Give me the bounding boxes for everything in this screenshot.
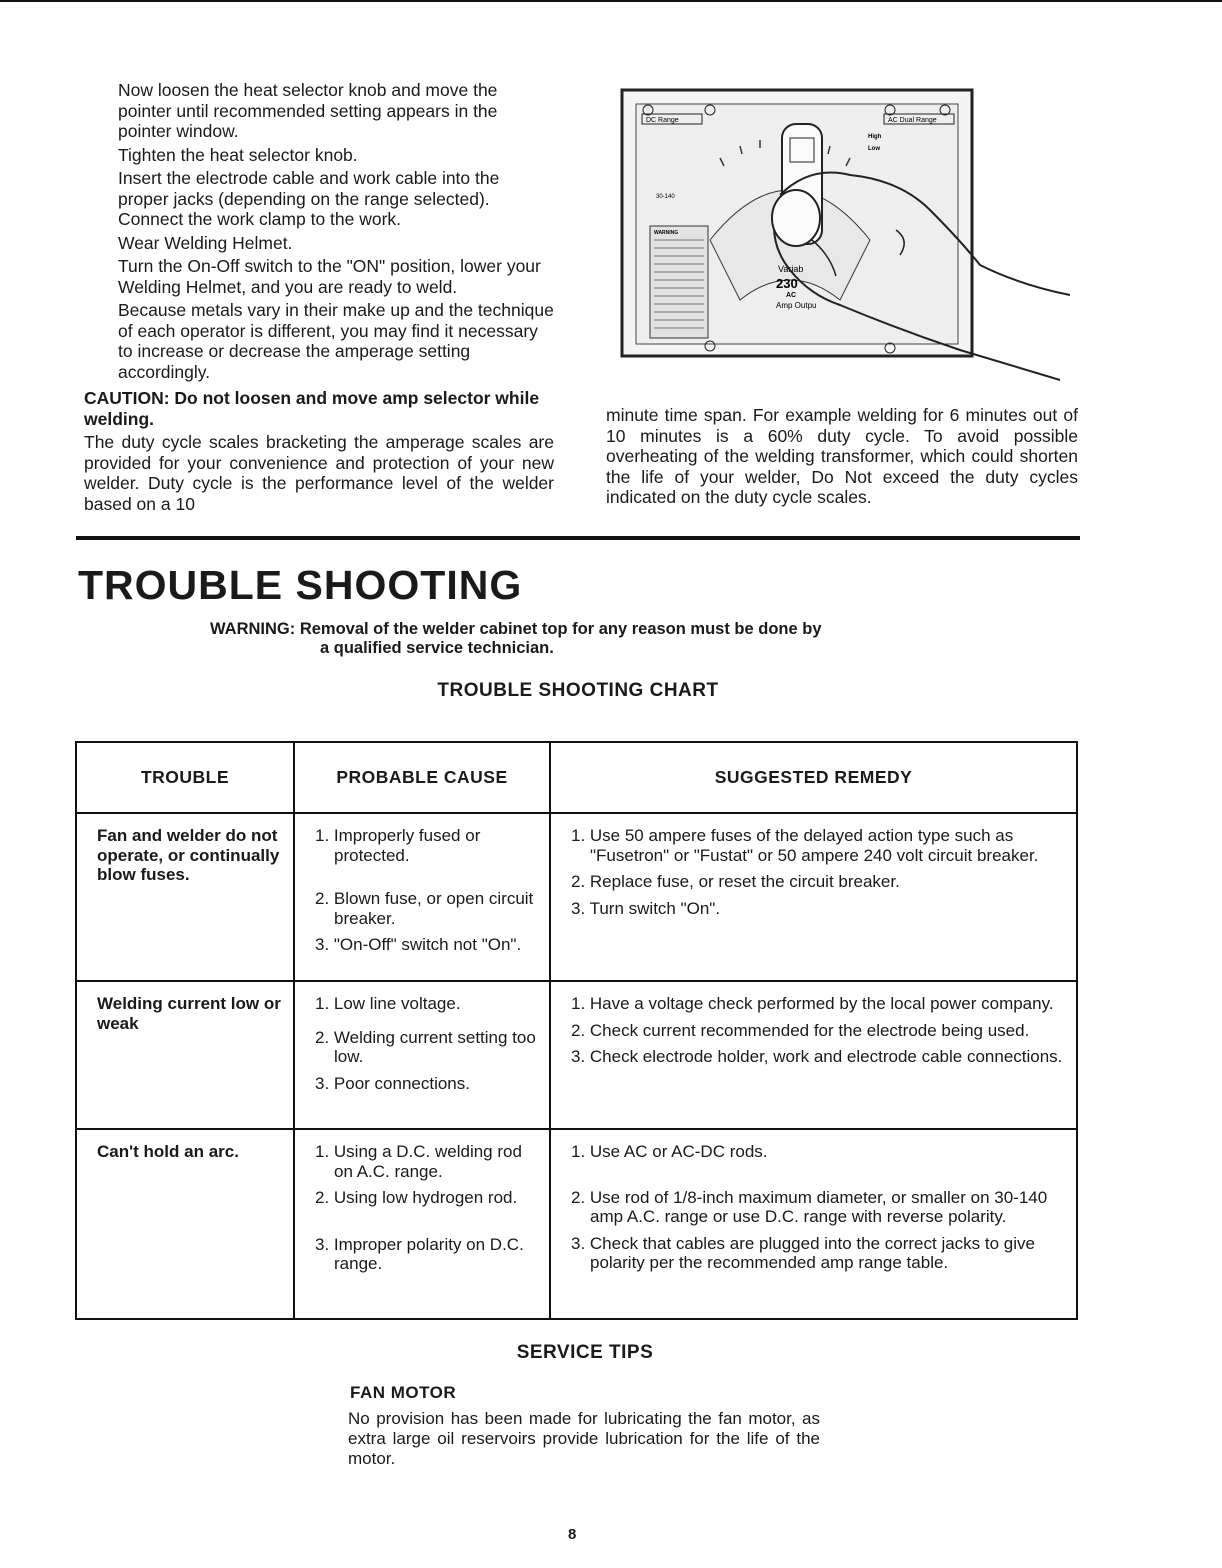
remedy-item: 1. Use AC or AC-DC rods. <box>571 1142 768 1161</box>
caution-note: CAUTION: Do not loosen and move amp selector while welding. <box>84 388 540 429</box>
cause-item: 3. "On-Off" switch not "On". <box>315 935 522 954</box>
remedy-item: 3. Check that cables are plugged into the correct jacks to give polarity per the recommended amp range table. <box>571 1233 1035 1272</box>
header-probable-cause: PROBABLE CAUSE <box>294 742 550 813</box>
trouble-text: Welding current low or weak <box>97 994 281 1033</box>
step-loosen-knob: Now loosen the heat selector knob and move the pointer until recommended setting appears in the pointer window. <box>118 80 498 141</box>
cause-item: 2. Using low hydrogen rod. <box>315 1188 518 1207</box>
chart-title: TROUBLE SHOOTING CHART <box>437 680 719 701</box>
trouble-cell <box>76 1129 294 1319</box>
remedy-cell <box>550 981 1077 1129</box>
volts-label: 230 <box>776 276 798 291</box>
cause-item: 2. Blown fuse, or open circuit breaker. <box>315 889 534 928</box>
remedy-item: 2. Use rod of 1/8-inch maximum diameter, or smaller on 30-140 amp A.C. range or use D.C. range with reverse polarity. <box>571 1187 1048 1226</box>
remedy-item: 2. Check current recommended for the electrode being used. <box>571 1020 1030 1040</box>
trouble-cell <box>76 981 294 1129</box>
remedy-item: 1. Use 50 ampere fuses of the delayed action type such as "Fusetron" or "Fustat" or 50 ampere 240 volt circuit breaker. <box>571 826 1039 865</box>
panel-warning-label: WARNING <box>654 230 679 236</box>
amp-output-label: Amp Outpu <box>776 301 817 310</box>
cause-item: 1. Using a D.C. welding rod on A.C. range. <box>315 1142 522 1181</box>
step-adjust-amperage: Because metals vary in their make up and the technique of each operator is different, you may find it necessary to increase or decrease the amperage setting accordingly. <box>118 300 554 382</box>
table-header-row <box>76 742 1077 813</box>
fan-motor-text: No provision has been made for lubricating the fan motor, as extra large oil reservoirs provide lubrication for the life of the motor. <box>348 1409 820 1468</box>
cause-item: 1. Improperly fused or protected. <box>315 826 481 865</box>
step-wear-helmet: Wear Welding Helmet. <box>118 232 293 253</box>
remedy-cell <box>550 1129 1077 1319</box>
step-turn-on: Turn the On-Off switch to the "ON" position, lower your Welding Helmet, and you are ready to weld. <box>118 256 541 297</box>
cause-cell <box>294 981 550 1129</box>
ac-label: AC <box>786 292 797 299</box>
dc-range-label: DC Range <box>646 117 679 124</box>
duty-cycle-text-part2: minute time span. For example welding for 6 minutes out of 10 minutes is a 60% duty cycle. To avoid possible overheating of the welding transformer, which could shorten the life of your welder, Do Not exceed the duty cycles indicated on the duty cycle scales. <box>606 405 1078 507</box>
service-tips-title: SERVICE TIPS <box>516 1342 654 1363</box>
remedy-item: 3. Turn switch "On". <box>571 898 721 918</box>
cause-cell <box>294 1129 550 1319</box>
cause-cell <box>294 813 550 981</box>
trouble-cell <box>76 813 294 981</box>
high-label: High <box>868 134 882 140</box>
instructions-column <box>84 80 554 514</box>
section-divider <box>76 536 1080 540</box>
remedy-item: 1. Have a voltage check performed by the local power company. <box>571 994 1054 1013</box>
welder-panel-drawing <box>600 80 1080 390</box>
trouble-text: Can't hold an arc. <box>97 1142 239 1161</box>
scale-range-label: 30-140 <box>656 194 675 200</box>
low-label: Low <box>868 146 880 152</box>
header-suggested-remedy: SUGGESTED REMEDY <box>550 742 1077 813</box>
duty-cycle-column <box>606 405 1078 508</box>
table-row <box>76 1129 1077 1319</box>
cause-item: 1. Low line voltage. <box>315 994 461 1013</box>
step-insert-cables: Insert the electrode cable and work cable into the proper jacks (depending on the range selected). Connect the work clamp to the work. <box>118 168 500 229</box>
remedy-item: 2. Replace fuse, or reset the circuit breaker. <box>571 872 900 891</box>
remedy-item: 3. Check electrode holder, work and electrode cable connections. <box>571 1047 1063 1066</box>
variable-label: Variab <box>778 264 804 274</box>
cause-item: 3. Poor connections. <box>315 1073 470 1093</box>
duty-cycle-text-part1: The duty cycle scales bracketing the amperage scales are provided for your convenience and protection of your new welder. Duty cycle is the performance level of the welder based on a 10 <box>84 432 554 514</box>
step-tighten-knob: Tighten the heat selector knob. <box>118 144 358 165</box>
fan-motor-heading: FAN MOTOR <box>350 1383 457 1402</box>
section-title: TROUBLE SHOOTING <box>78 562 523 608</box>
trouble-text: Fan and welder do not operate, or continually blow fuses. <box>97 826 280 884</box>
page-number: 8 <box>568 1526 577 1543</box>
header-trouble: TROUBLE <box>76 742 294 813</box>
cause-item: 3. Improper polarity on D.C. range. <box>315 1234 524 1273</box>
heat-selector-illustration <box>600 80 1080 390</box>
warning-notice <box>210 620 970 658</box>
cause-item: 2. Welding current setting too low. <box>315 1027 536 1066</box>
ac-dual-range-label: AC Dual Range <box>888 117 937 124</box>
warning-line-2: a qualified service technician. <box>320 639 554 657</box>
trouble-shooting-table <box>75 741 1078 1320</box>
remedy-cell <box>550 813 1077 981</box>
table-row <box>76 813 1077 981</box>
warning-line-1: WARNING: Removal of the welder cabinet top for any reason must be done by <box>210 620 822 638</box>
top-border <box>0 0 1222 2</box>
table-row <box>76 981 1077 1129</box>
instruction-steps <box>84 80 554 382</box>
